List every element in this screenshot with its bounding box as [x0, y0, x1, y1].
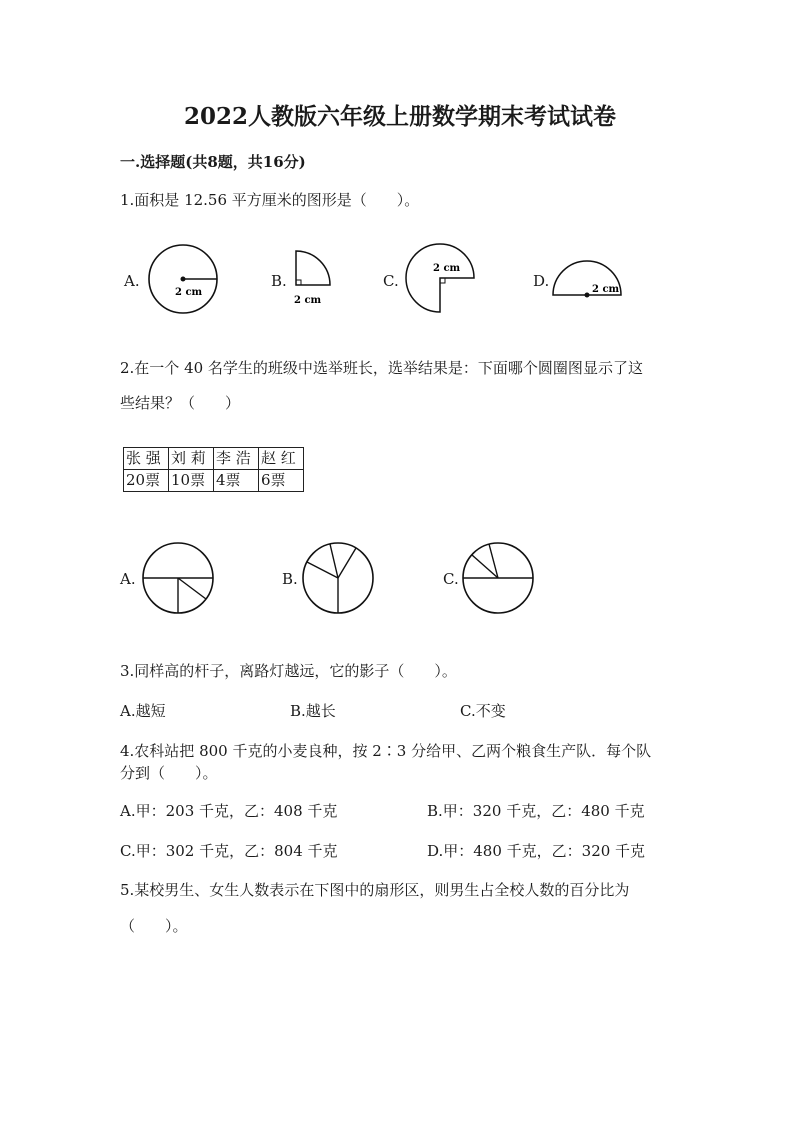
q4-option-a: A.甲：203 千克，乙：408 千克 — [120, 802, 338, 820]
q1-option-a-label: A. — [124, 272, 140, 290]
radius-label: 2 cm — [433, 263, 461, 274]
q2-option-b-pie — [300, 540, 380, 620]
page-title: 2022人教版六年级上册数学期末考试试卷 — [183, 103, 616, 130]
q1-option-d-label: D. — [533, 272, 550, 290]
question-2-text-line2: 些结果？（ ） — [120, 394, 241, 412]
table-row — [124, 448, 304, 470]
question-1-text: 1.面积是 12.56 平方厘米的图形是（ ）。 — [120, 191, 420, 209]
table-cell: 刘 莉 — [169, 448, 214, 470]
question-4-text-line2: 分到（ ）。 — [120, 764, 218, 782]
radius-label: 2 cm — [294, 295, 322, 306]
table-cell: 张 强 — [124, 448, 169, 470]
q3-option-a: A.越短 — [120, 702, 166, 720]
vote-table — [123, 447, 304, 492]
pie-divider — [338, 548, 356, 578]
q1-option-c-label: C. — [383, 272, 399, 290]
q4-option-d: D.甲：480 千克，乙：320 千克 — [427, 842, 646, 860]
table-cell: 20票 — [124, 470, 169, 492]
pie-divider — [307, 562, 338, 578]
section-heading: 一.选择题(共8题，共16分) — [120, 153, 306, 171]
pie-divider — [178, 578, 206, 599]
table-cell: 10票 — [169, 470, 214, 492]
question-5-text-line2: （ ）。 — [120, 917, 188, 935]
table-row — [124, 470, 304, 492]
table-cell: 李 浩 — [214, 448, 259, 470]
question-4-text-line1: 4.农科站把 800 千克的小麦良种，按 2∶3 分给甲、乙两个粮食生产队．每个队 — [120, 742, 652, 760]
q1-option-b-figure — [288, 245, 338, 310]
question-3-text: 3.同样高的杆子，离路灯越远，它的影子（ ）。 — [120, 662, 457, 680]
center-dot — [181, 277, 186, 282]
radius-label: 2 cm — [175, 287, 203, 298]
q1-option-a-figure — [140, 240, 230, 320]
pie-divider — [472, 555, 498, 578]
table-cell: 4票 — [214, 470, 259, 492]
q1-option-b-label: B. — [271, 272, 287, 290]
center-dot — [585, 293, 590, 298]
q4-option-c: C.甲：302 千克，乙：804 千克 — [120, 842, 338, 860]
table-cell: 赵 红 — [259, 448, 304, 470]
q3-option-b: B.越长 — [290, 702, 336, 720]
q2-option-c-pie — [460, 540, 540, 620]
question-5-text-line1: 5.某校男生、女生人数表示在下图中的扇形区，则男生占全校人数的百分比为 — [120, 881, 630, 899]
q1-option-c-figure — [400, 240, 480, 320]
pie-divider — [330, 544, 338, 578]
q3-option-c: C.不变 — [460, 702, 506, 720]
q1-option-d-figure — [550, 255, 625, 300]
q2-option-a-pie — [140, 540, 220, 620]
q2-option-c-label: C. — [443, 570, 459, 588]
table-cell: 6票 — [259, 470, 304, 492]
radius-label: 2 cm — [592, 284, 620, 295]
question-2-text-line1: 2.在一个 40 名学生的班级中选举班长，选举结果是：下面哪个圆圈图显示了这 — [120, 359, 643, 377]
pie-divider — [489, 544, 498, 578]
q4-option-b: B.甲：320 千克，乙：480 千克 — [427, 802, 645, 820]
q2-option-a-label: A. — [120, 570, 136, 588]
q2-option-b-label: B. — [282, 570, 298, 588]
